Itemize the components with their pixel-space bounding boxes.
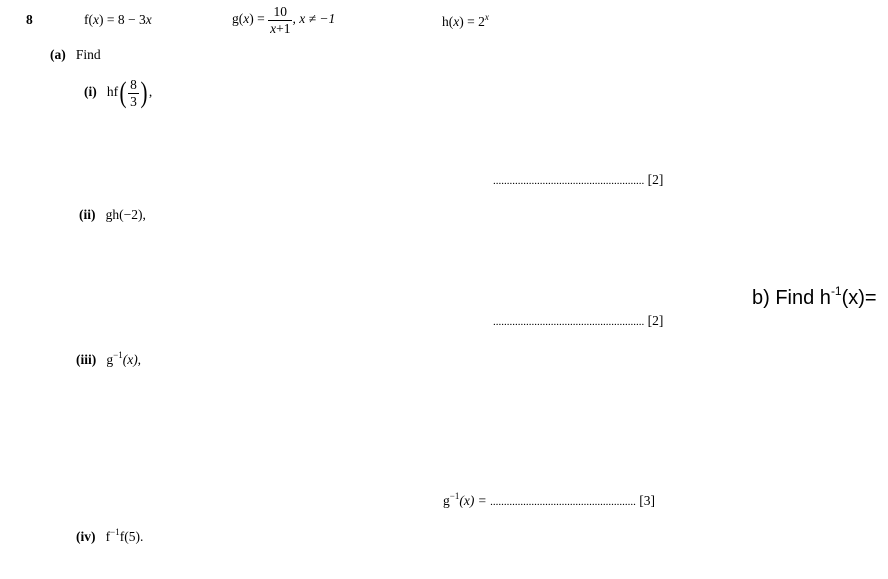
answer-prefix-sup: −1 [449, 491, 460, 501]
part-b-suffix: (x)= [841, 287, 877, 309]
answer-dots: ....................................................... [493, 175, 645, 187]
item-i [84, 78, 152, 108]
item-ii-label: (ii) [79, 207, 96, 222]
part-b-question [752, 284, 877, 310]
g-eq: ) = [249, 11, 265, 27]
item-iv-base: f [105, 529, 111, 544]
question-number: 8 [26, 12, 33, 27]
answer-prefix-base: g [443, 493, 450, 508]
h-eq: ) = 2 [459, 14, 485, 29]
g-condition: , x ≠ −1 [292, 11, 336, 27]
item-i-numerator: 8 [130, 77, 137, 92]
answer-prefix-rest: (x) = [459, 493, 487, 508]
item-i-denominator: 3 [130, 93, 137, 109]
part-a-header [50, 47, 101, 63]
g-denominator [268, 21, 292, 36]
g-numerator: 10 [268, 5, 292, 21]
f-var: x [93, 12, 99, 27]
part-b-prefix: b) Find h [752, 287, 831, 309]
item-ii-answer-line[interactable] [493, 313, 663, 329]
marks-label: [2] [647, 313, 664, 328]
g-den-var: x [270, 20, 277, 36]
g-den-rest: +1 [276, 20, 291, 36]
item-i-fraction [128, 78, 139, 108]
item-i-label: (i) [84, 84, 97, 100]
item-ii [79, 207, 146, 223]
h-definition [442, 12, 489, 30]
item-iv [76, 527, 143, 545]
item-iii [76, 350, 141, 368]
item-iii-label: (iii) [76, 352, 97, 367]
item-ii-expr: gh(−2), [105, 207, 146, 222]
g-definition [232, 5, 335, 35]
item-i-expr-prefix: hf [106, 84, 119, 100]
item-iv-rest: f(5). [119, 529, 144, 544]
part-a-instruction: Find [75, 47, 101, 62]
part-a-label: (a) [50, 47, 66, 62]
part-b-sup: -1 [830, 284, 842, 298]
f-rhs: = 8 − 3 [106, 12, 146, 27]
h-var: x [453, 14, 460, 29]
item-i-answer-line[interactable] [493, 172, 663, 188]
item-iii-base: g [106, 352, 114, 367]
f-name: f [84, 12, 89, 27]
answer-dots: ..................................................... [490, 496, 636, 508]
left-paren: ( [119, 76, 127, 109]
item-i-suffix: , [148, 84, 153, 100]
item-iii-sup: −1 [113, 350, 123, 360]
f-rhs-var: x [145, 12, 152, 27]
h-prefix: h( [442, 14, 454, 29]
answer-dots: ....................................................... [493, 316, 645, 328]
item-iii-rest: (x), [122, 352, 142, 367]
marks-label: [2] [647, 172, 664, 187]
g-fraction [268, 5, 292, 35]
item-iii-answer-line[interactable] [443, 491, 655, 509]
marks-label: [3] [639, 493, 656, 508]
g-prefix: g( [232, 11, 244, 27]
f-definition: f(x) = 8 − 3x [84, 12, 152, 27]
item-iv-sup: −1 [110, 527, 120, 537]
item-iv-label: (iv) [76, 529, 96, 544]
g-var: x [243, 11, 250, 27]
h-exponent: x [484, 12, 489, 22]
right-paren: ) [140, 76, 148, 109]
